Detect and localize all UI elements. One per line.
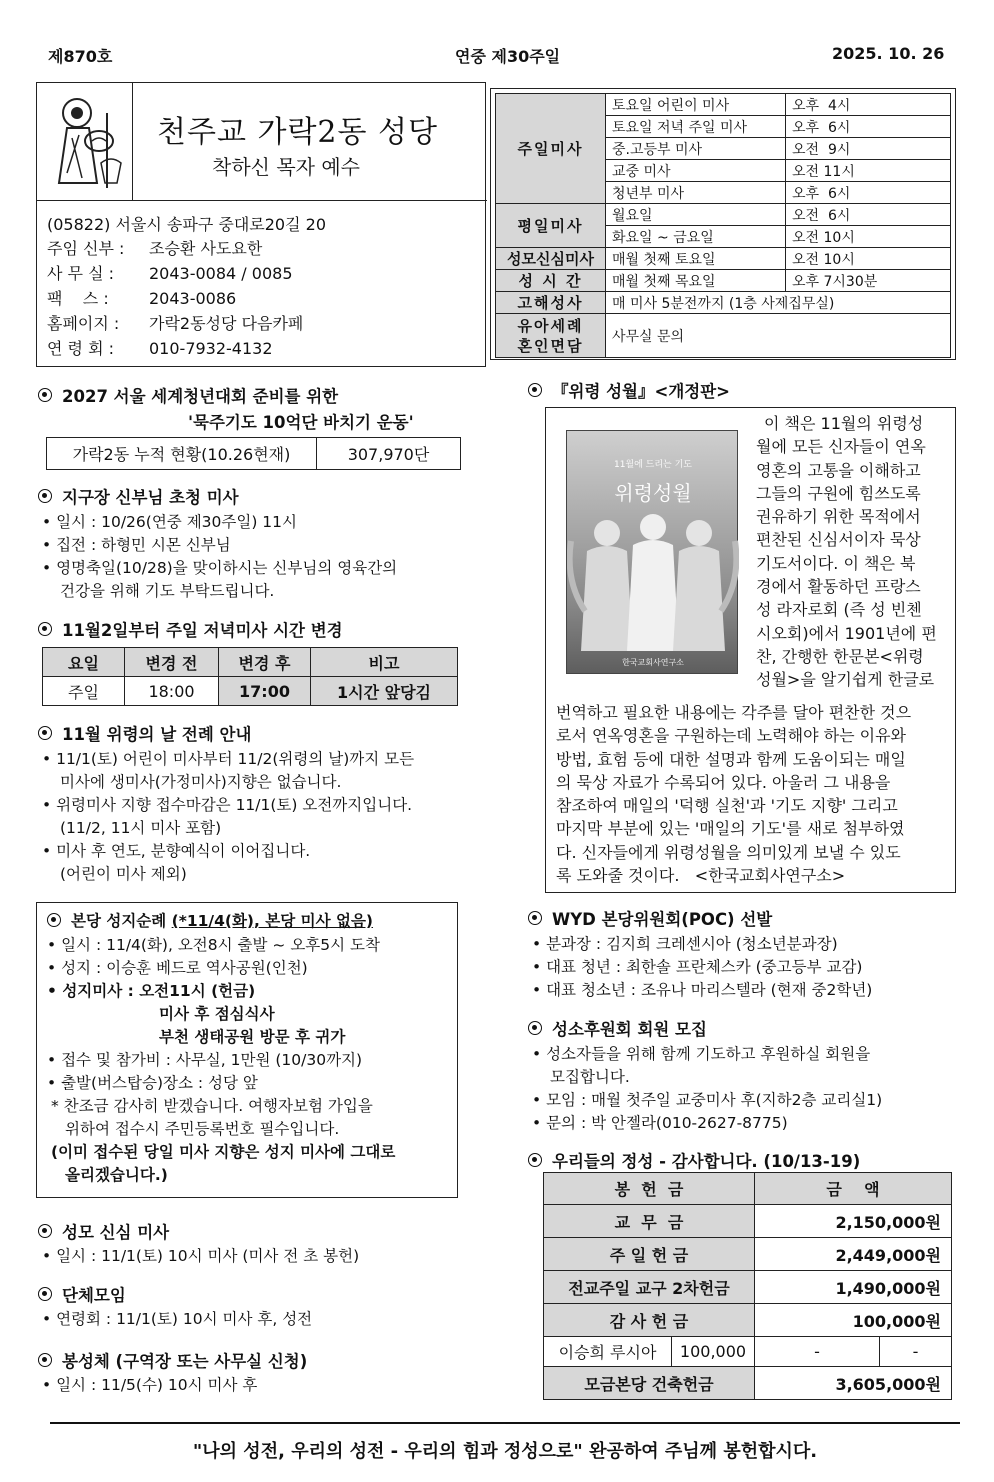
november-title: 11월 위령의 날 전례 안내	[62, 725, 252, 744]
groups-title: 단체모임	[62, 1286, 126, 1305]
book-box	[545, 407, 956, 893]
november-liturgy-section: 11월 위령의 날 전례 안내 • 11/1(토) 어린이 미사부터 11/2(위령의 날)까지 모든 미사에 생미사(가정미사)지향은 없습니다. • 위령미사 지향 접수마감은 11/1(토) 오전까지입니다. (11/2, 11시 미사 포함) • 미사 후 연도, 분향예식이 이어집니다. (어린이 미사 제외)	[38, 721, 478, 886]
communion-section: 봉성체 (구역장 또는 사무실 신청) • 일시 : 11/5(수) 10시 미사 후	[38, 1348, 478, 1397]
parish-banner	[37, 83, 487, 201]
contact-row: 주임 신부 : 조승환 사도요한	[47, 239, 263, 258]
wyd-section: WYD 본당위원회(POC) 선발 • 분과장 : 김지희 크레센시아 (청소년분과장) • 대표 청년 : 최한솔 프란체스카 (중고등부 교감) • 대표 청소년 : 조유나 마리스텔라 (현재 중2학년)	[528, 906, 958, 1002]
contact-row: 사 무 실 : 2043-0084 / 0085	[47, 264, 293, 283]
contact-row: 연 령 회 : 010-7932-4132	[47, 339, 273, 358]
footer-divider	[50, 1422, 960, 1424]
mass-schedule-table: 주일미사 토요일 어린이 미사 오후 4시 토요일 저녁 주일 미사 오후 6시 중.고등부 미사 오전 9시 교중 미사 오전 11시 청년부 미사 오후 6시 평일미사 월요일 오전 6시 화요일 ~ 금요일 오전 10시 성모신심미사 매월 첫째 토요일 오전 10시 성 시 간 매월 첫째 목요일 오후 7시30분 고해성사 매 미사 5분전까지 (1층 사제집무실) 유아세례 혼인면담 사무실 문의	[495, 93, 951, 358]
parish-name: 천주교 가락2동 성당	[157, 115, 438, 150]
rosary-subtitle: '묵주기도 10억단 바치기 운동'	[188, 413, 414, 432]
rosary-table: 가락2동 누적 현황(10.26현재) 307,970단	[46, 437, 461, 470]
parish-subtitle: 착하신 목자 예수	[212, 155, 360, 179]
communion-title: 봉성체 (구역장 또는 사무실 신청)	[62, 1352, 308, 1371]
parish-info-box	[36, 82, 486, 367]
angels-illustration-icon	[567, 511, 739, 651]
liturgical-week: 연중 제30주일	[455, 47, 561, 66]
time-change-section	[38, 617, 478, 706]
bishop-mass-title: 지구장 신부님 초청 미사	[62, 488, 239, 507]
baptism-marriage-label: 유아세례 혼인면담	[496, 314, 606, 358]
bulletin-date: 2025. 10. 26	[832, 44, 945, 63]
book-side-text: 이 책은 11월의 위령성 월에 모든 신자들이 연옥 영혼의 고통을 이해하고 그들의 구원에 힘쓰도록 권유하기 위한 목적에서 편찬된 신심서이자 묵상 기도서이다. 이 책은 북 경에서 활동하던 프랑스 성 라자로회 (즉 성 빈첸 시오회)에서 1901년에 편 찬, 간행한 한문본<위령 성월>을 알기쉽게 한글로	[756, 414, 937, 690]
bullet-icon	[38, 1287, 52, 1301]
bullet-icon	[47, 913, 61, 927]
vocation-section: 성소후원회 회원 모집 • 성소자들을 위해 함께 기도하고 후원하실 회원을 모집합니다. • 모임 : 매월 첫주일 교중미사 후(지하2층 교리실1) • 문의 : 박 안젤라(010-2627-8775)	[528, 1016, 958, 1135]
contact-row: 홈페이지 : 가락2동성당 다음카페	[47, 314, 304, 333]
footer-motto: "나의 성전, 우리의 성전 - 우리의 힘과 정성으로" 완공하여 주님께 봉헌합시다.	[192, 1441, 818, 1462]
offering-section	[528, 1148, 958, 1172]
bullet-icon	[38, 388, 52, 402]
holy-hour-label: 성 시 간	[496, 270, 606, 292]
rosary-title: 2027 서울 세계청년대회 준비를 위한	[38, 383, 478, 407]
book-section	[528, 378, 730, 402]
bullet-icon	[528, 1153, 542, 1167]
time-change-table: 요일 변경 전 변경 후 비고 주일 18:00 17:00 1시간 앞당김	[42, 647, 458, 706]
book-full-text: 번역하고 필요한 내용에는 각주를 달아 편찬한 것으 로서 연옥영혼을 구원하는데 노력해야 하는 이유와 방법, 효험 등에 대한 설명과 함께 도움이되는 매일 의 묵상 자료가 수록되어 있다. 아울러 그 내용을 참조하여 매일의 '덕행 실천'과 '기도 지향' 그리고 마지막 부분에 있는 '매일의 기도'를 새로 첨부하였 다. 신자들에게 위령성월을 의미있게 보낼 수 있도 록 도와줄 것이다. <한국교회사연구소>	[556, 703, 912, 886]
vocation-title: 성소후원회 회원 모집	[552, 1020, 707, 1039]
marian-mass-title: 성모 신심 미사	[62, 1223, 170, 1242]
bishop-mass-section: 지구장 신부님 초청 미사 • 일시 : 10/26(연중 제30주일) 11시 • 집전 : 하형민 시몬 신부님 • 영명축일(10/28)을 맞이하시는 신부님의 영육간의 건강을 위해 기도 부탁드립니다.	[38, 484, 478, 603]
weekday-mass-label: 평일미사	[496, 204, 606, 248]
wyd-title: WYD 본당위원회(POC) 선발	[552, 910, 773, 929]
offering-title: 우리들의 정성 - 감사합니다. (10/13-19)	[552, 1152, 861, 1171]
good-shepherd-logo	[37, 83, 133, 201]
bullet-icon	[38, 1224, 52, 1238]
book-cover-image: 11월에 드리는 기도 위령성월 한국교회사연구소	[566, 430, 738, 674]
pilgrimage-title: 본당 성지순례	[71, 912, 167, 930]
bullet-icon	[38, 622, 52, 636]
contact-row: 팩 스 : 2043-0086	[47, 289, 237, 308]
bullet-icon	[38, 1353, 52, 1367]
sunday-mass-label: 주일미사	[496, 94, 606, 204]
bullet-icon	[528, 1021, 542, 1035]
parish-contacts	[47, 236, 303, 361]
issue-number: 제870호	[48, 47, 113, 66]
time-change-title: 11월2일부터 주일 저녁미사 시간 변경	[62, 621, 343, 640]
parish-address: (05822) 서울시 송파구 중대로20길 20	[47, 215, 327, 234]
confession-label: 고해성사	[496, 292, 606, 314]
rosary-section	[38, 383, 478, 470]
book-title: 『위령 성월』<개정판>	[552, 382, 730, 401]
bullet-icon	[38, 726, 52, 740]
bullet-icon	[528, 911, 542, 925]
pilgrimage-box: 본당 성지순례 (*11/4(화), 본당 미사 없음) • 일시 : 11/4(화), 오전8시 출발 ~ 오후5시 도착 • 성지 : 이승훈 베드로 역사공원(인천) • 성지미사 : 오전11시 (헌금) 미사 후 점심식사 부천 생태공원 방문 후 귀가 • 접수 및 참가비 : 사무실, 1만원 (10/30까지) • 출발(버스탑승)장소 : 성당 앞 * 찬조금 감사히 받겠습니다. 여행자보험 가입을 위하여 접수시 주민등록번호 필수입니다. (이미 접수된 당일 미사 지향은 성지 미사에 그대로 올리겠습니다.)	[36, 902, 458, 1198]
groups-section: 단체모임 • 연령회 : 11/1(토) 10시 미사 후, 성전	[38, 1282, 478, 1331]
marian-mass-section: 성모 신심 미사 • 일시 : 11/1(토) 10시 미사 (미사 전 초 봉헌)	[38, 1219, 478, 1268]
offering-table: 봉 헌 금 금 액 교 무 금 2,150,000원 주 일 헌 금 2,449,000원 전교주일 교구 2차헌금 1,490,000원 감 사 헌 금 100,000원 이승희 루시아 100,000 - - 모금본당 건축헌금 3,605,000원	[543, 1172, 952, 1400]
bullet-icon	[528, 383, 542, 397]
shepherd-icon	[37, 83, 133, 201]
bullet-icon	[38, 489, 52, 503]
marian-mass-label: 성모신심미사	[496, 248, 606, 270]
mass-schedule-box	[490, 88, 956, 360]
